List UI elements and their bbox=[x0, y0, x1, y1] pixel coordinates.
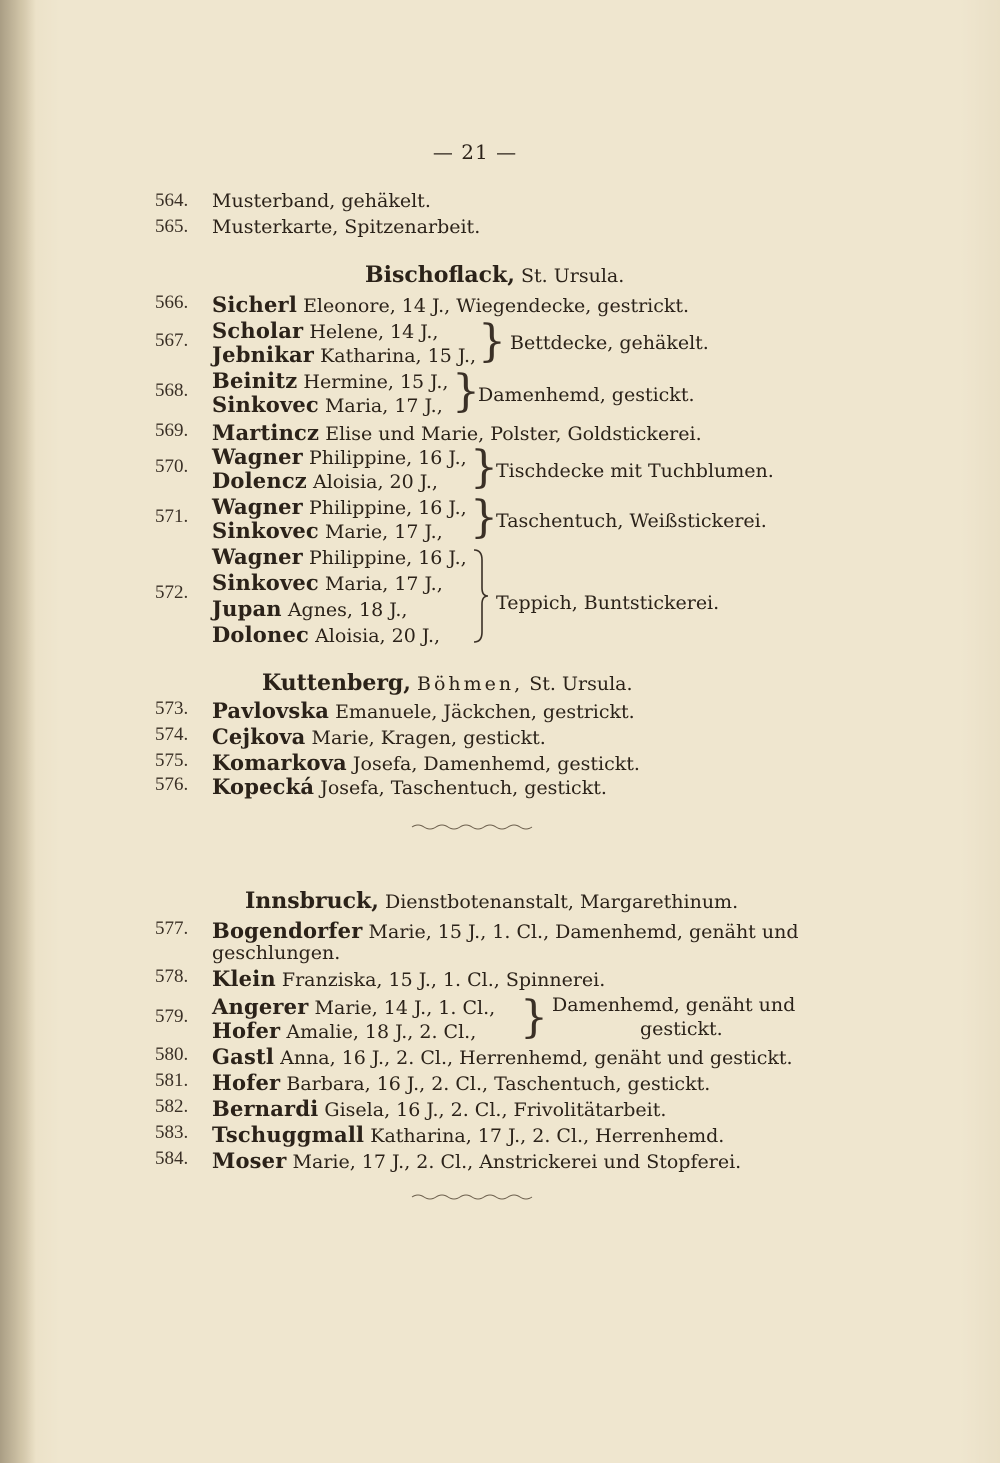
person-name: Beinitz bbox=[212, 368, 298, 393]
institution-name: Dienstbotenanstalt, Margarethinum. bbox=[384, 891, 739, 913]
person-name: Bogendorfer bbox=[212, 918, 363, 943]
entry-number: 578. bbox=[155, 966, 189, 987]
person-name: Angerer bbox=[212, 994, 309, 1019]
entry-number: 572. bbox=[155, 582, 189, 603]
entry-number: 570. bbox=[155, 456, 189, 477]
person-name: Gastl bbox=[212, 1044, 275, 1069]
item-description: Damenhemd, gestickt. bbox=[478, 384, 695, 406]
person-name: Wagner bbox=[212, 444, 303, 469]
ornamental-divider bbox=[410, 1192, 535, 1202]
entry-details: Josefa, Damenhemd, gestickt. bbox=[352, 753, 640, 775]
entry-details: Katharina, 15 J., bbox=[320, 345, 477, 367]
entry-number: 568. bbox=[155, 380, 189, 401]
institution-name: St. Ursula. bbox=[521, 265, 625, 287]
book-spine-shadow bbox=[0, 0, 36, 1463]
entry-details: Anna, 16 J., 2. Cl., Herrenhemd, genäht und gestickt. bbox=[280, 1047, 793, 1069]
entry-details: Aloisia, 20 J., bbox=[315, 625, 441, 647]
entry-details: Agnes, 18 J., bbox=[287, 599, 408, 621]
entry-details-continued: geschlungen. bbox=[212, 942, 341, 964]
ornamental-divider bbox=[410, 822, 535, 832]
brace-icon: } bbox=[520, 992, 548, 1043]
entry-number: 584. bbox=[155, 1148, 189, 1169]
brace-icon: } bbox=[470, 492, 498, 543]
person-name: Hofer bbox=[212, 1018, 281, 1043]
place-name: Innsbruck, bbox=[245, 888, 379, 914]
entry-details: Elise und Marie, Polster, Goldstickerei. bbox=[325, 423, 702, 445]
person-name: Sinkovec bbox=[212, 518, 319, 543]
brace-icon: } bbox=[452, 366, 480, 417]
page-number: — 21 — bbox=[432, 140, 518, 164]
entry-details: Maria, 17 J., bbox=[324, 573, 443, 595]
entry-number: 566. bbox=[155, 292, 189, 313]
entry-text: Musterband, gehäkelt. bbox=[212, 190, 431, 212]
entry-details: Marie, 15 J., 1. Cl., Damenhemd, genäht und bbox=[368, 921, 799, 943]
person-name: Dolencz bbox=[212, 468, 307, 493]
person-name: Jupan bbox=[212, 596, 282, 621]
brace-icon bbox=[470, 548, 490, 644]
entry-number: 575. bbox=[155, 750, 189, 771]
entry-number: 574. bbox=[155, 724, 189, 745]
entry-number: 581. bbox=[155, 1070, 189, 1091]
entry-details: Katharina, 17 J., 2. Cl., Herrenhemd. bbox=[370, 1125, 725, 1147]
person-name: Kopecká bbox=[212, 774, 315, 799]
person-name: Sinkovec bbox=[212, 570, 319, 595]
person-name: Jebnikar bbox=[212, 342, 315, 367]
item-description: Teppich, Buntstickerei. bbox=[496, 592, 720, 614]
person-name: Sinkovec bbox=[212, 392, 319, 417]
place-name: Bischoflack, bbox=[365, 262, 515, 288]
person-name: Scholar bbox=[212, 318, 304, 343]
entry-details: Philippine, 16 J., bbox=[309, 447, 467, 469]
entry-details: Barbara, 16 J., 2. Cl., Taschentuch, gestickt. bbox=[286, 1073, 711, 1095]
entry-details: Hermine, 15 J., bbox=[303, 371, 449, 393]
entry-details: Aloisia, 20 J., bbox=[312, 471, 438, 493]
person-name: Dolonec bbox=[212, 622, 310, 647]
entry-number: 577. bbox=[155, 918, 189, 939]
entry-number: 571. bbox=[155, 506, 189, 527]
entry-details: Marie, 14 J., 1. Cl., bbox=[314, 997, 496, 1019]
entry-details: Gisela, 16 J., 2. Cl., Frivolitätarbeit. bbox=[324, 1099, 667, 1121]
person-name: Pavlovska bbox=[212, 698, 330, 723]
region-name: Böhmen, bbox=[417, 673, 524, 695]
brace-icon: } bbox=[470, 442, 498, 493]
entry-number: 583. bbox=[155, 1122, 189, 1143]
item-description: Damenhemd, genäht und bbox=[552, 994, 796, 1016]
item-description: Bettdecke, gehäkelt. bbox=[510, 332, 709, 354]
entry-details: Franziska, 15 J., 1. Cl., Spinnerei. bbox=[281, 969, 606, 991]
entry-details: Emanuele, Jäckchen, gestrickt. bbox=[335, 701, 635, 723]
place-name: Kuttenberg, bbox=[262, 670, 411, 696]
person-name: Tschuggmall bbox=[212, 1122, 365, 1147]
entry-details: Eleonore, 14 J., Wiegendecke, gestrickt. bbox=[303, 295, 690, 317]
entry-number: 576. bbox=[155, 774, 189, 795]
item-description: Taschentuch, Weißstickerei. bbox=[496, 510, 767, 532]
person-name: Wagner bbox=[212, 494, 303, 519]
entry-details: Marie, 17 J., bbox=[324, 521, 443, 543]
person-name: Wagner bbox=[212, 544, 303, 569]
person-name: Klein bbox=[212, 966, 276, 991]
entry-details: Helene, 14 J., bbox=[309, 321, 439, 343]
entry-details: Marie, Kragen, gestickt. bbox=[311, 727, 546, 749]
person-name: Hofer bbox=[212, 1070, 281, 1095]
entry-number: 580. bbox=[155, 1044, 189, 1065]
person-name: Martincz bbox=[212, 420, 320, 445]
institution-name: St. Ursula. bbox=[529, 673, 633, 695]
brace-icon: } bbox=[478, 316, 506, 367]
person-name: Cejkova bbox=[212, 724, 306, 749]
person-name: Sicherl bbox=[212, 292, 298, 317]
entry-number: 573. bbox=[155, 698, 189, 719]
entry-number: 564. bbox=[155, 190, 189, 211]
entry-details: Philippine, 16 J., bbox=[309, 497, 467, 519]
person-name: Bernardi bbox=[212, 1096, 319, 1121]
entry-number: 582. bbox=[155, 1096, 189, 1117]
entry-details: Marie, 17 J., 2. Cl., Anstrickerei und Stopferei. bbox=[292, 1151, 742, 1173]
entry-details: Josefa, Taschentuch, gestickt. bbox=[320, 777, 607, 799]
entry-details: Philippine, 16 J., bbox=[309, 547, 467, 569]
entry-number: 567. bbox=[155, 330, 189, 351]
entry-details: Maria, 17 J., bbox=[324, 395, 443, 417]
entry-details: Amalie, 18 J., 2. Cl., bbox=[286, 1021, 477, 1043]
item-description-continued: gestickt. bbox=[640, 1018, 723, 1040]
item-description: Tischdecke mit Tuchblumen. bbox=[496, 460, 774, 482]
entry-number: 565. bbox=[155, 216, 189, 237]
entry-number: 579. bbox=[155, 1006, 189, 1027]
entry-text: Musterkarte, Spitzenarbeit. bbox=[212, 216, 481, 238]
entry-number: 569. bbox=[155, 420, 189, 441]
person-name: Komarkova bbox=[212, 750, 347, 775]
person-name: Moser bbox=[212, 1148, 287, 1173]
